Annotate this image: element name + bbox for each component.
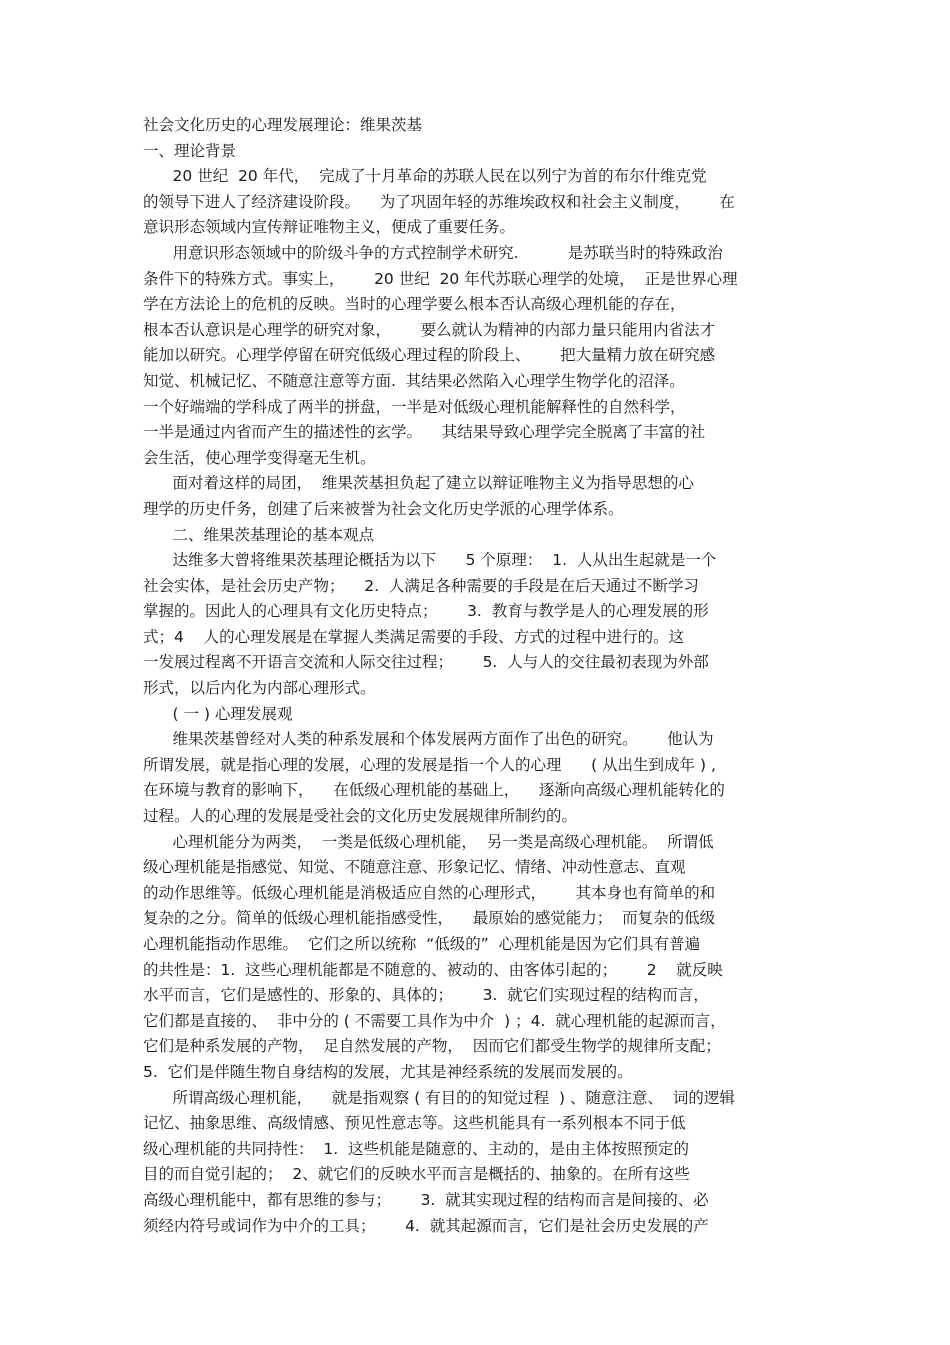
text-line: 形式，以后内化为内部心理形式。 [143, 679, 376, 698]
text-line: 记忆、抽象思维、高级情感、预见性意志等。这些机能具有一系列根本不同于低 [143, 1114, 686, 1133]
text-line: 的共性是：1. 这些心理机能都是不随意的、被动的、由客体引起的； 2 就反映 [143, 960, 723, 979]
text-line: 的领导下进人了经济建设阶段。 为了巩固年轻的苏维埃政权和社会主义制度， 在 [143, 192, 735, 211]
text-line: 级心理机能是指感觉、知觉、不随意注意、形象记忆、情绪、冲动性意志、直观 [143, 858, 686, 877]
text-line: 它们是种系发展的产物， 足自然发展的产物， 因而它们都受生物学的规律所支配； [143, 1037, 721, 1056]
text-line: 心理机能分为两类， 一类是低级心理机能， 另一类是高级心理机能。 所谓低 [143, 832, 714, 851]
text-line: 能加以研究。心理学停留在研究低级心理过程的阶段上、 把大量精力放在研究感 [143, 346, 716, 365]
text-line: 式；4 人的心理发展是在掌握人类满足需要的手段、方式的过程中进行的。这 [143, 627, 685, 646]
text-line: 理学的历史仟务，创建了后来被誉为社会文化历史学派的心理学体系。 [143, 499, 624, 518]
text-line: 根本否认意识是心理学的研究对象， 要么就认为精神的内部力量只能用内省法才 [143, 320, 716, 339]
text-line: 意识形态领域内宣传辩证唯物主义，便成了重要任务。 [143, 218, 516, 237]
text-line: 学在方法论上的危机的反映。当时的心理学要么根本否认高级心理机能的存在， [143, 295, 686, 314]
text-line: 级心理机能的共同持性： 1. 这些机能是随意的、主动的，是由主体按照预定的 [143, 1139, 689, 1158]
text-line: 高级心理机能中，都有思维的参与； 3. 就其实现过程的结构而言是间接的、必 [143, 1190, 709, 1209]
text-line: 心理机能指动作思维。 它们之所以统称 “低级的” 心理机能是因为它们具有普遍 [143, 935, 701, 953]
text-line: 在环境与教育的影响下， 在低级心理机能的基础上， 逐渐向高级心理机能转化的 [143, 781, 725, 800]
text-line: 过程。人的心理的发展是受社会的文化历史发展规律所制约的。 [143, 807, 578, 826]
text-line: 5. 它们是伴随生物自身结构的发展，尤其是神经系统的发展而发展的。 [143, 1062, 633, 1081]
text-line: 二、维果茨基理论的基本观点 [143, 525, 375, 544]
text-line: 条件下的特殊方式。事实上， 20 世纪 20 年代苏联心理学的处境， 正是世界心理 [143, 269, 738, 288]
document-body [143, 113, 807, 1239]
text-line: 用意识形态领域中的阶级斗争的方式控制学术研究. 是苏联当时的特殊政治 [143, 243, 723, 262]
text-line: 复杂的之分。简单的低级心理机能指感受性， 最原始的感觉能力； 而复杂的低级 [143, 909, 716, 928]
text-line: 一、理论背景 [143, 141, 237, 160]
text-line: 的动作思维等。低级心理机能是消极适应自然的心理形式， 其本身也有简单的和 [143, 883, 716, 902]
text-line: ( 一 ) 心理发展观 [143, 704, 293, 723]
document-title: 社会文化历史的心理发展理论：维果茨基 [143, 116, 423, 134]
text-line: 知觉、机械记忆、不随意注意等方面. 其结果必然陷入心理学生物学化的沼泽。 [143, 371, 685, 390]
text-line: 水平而言，它们是感性的、形象的、具体的； 3. 就它们实现过程的结构而言， [143, 986, 709, 1005]
text-line: 社会实体，是社会历史产物； 2. 人满足各种需要的手段是在后天通过不断学习 [143, 576, 699, 595]
text-line: 一半是通过内省而产生的描述性的玄学。 其结果导致心理学完全脱离了丰富的社 [143, 423, 706, 442]
text-line: 所谓发展，就是指心理的发展，心理的发展是指一个人的心理 ( 从出生到成年 ) , [143, 755, 716, 774]
text-line: 须经内符号或词作为中介的工具； 4. 就其起源而言，它们是社会历史发展的产 [143, 1216, 709, 1235]
text-line: 面对着这样的局团， 维果茨基担负起了建立以辩证唯物主义为指导思想的心 [143, 474, 694, 493]
text-line: 目的而自觉引起的； 2、就它们的反映水平而言是概括的、抽象的。在所有这些 [143, 1165, 690, 1184]
text-line: 会生活，使心理学变得毫无生机。 [143, 448, 376, 467]
text-line: 达维多大曾将维果茨基理论概括为以下 5 个原理： 1. 人从出生起就是一个 [143, 551, 717, 570]
text-line: 维果茨基曾经对人类的种系发展和个体发展两方面作了出色的研究。 他认为 [143, 730, 714, 749]
text-line: 所谓高级心理机能， 就是指观察 ( 有目的的知觉过程 ) 、随意注意、 词的逻辑 [143, 1088, 735, 1107]
text-line: 一发展过程离不开语言交流和人际交往过程； 5. 人与人的交往最初表现为外部 [143, 653, 709, 672]
text-line: 20 世纪 20 年代， 完成了十月革命的苏联人民在以列宁为首的布尔什维克党 [143, 167, 707, 186]
text-line: 它们都是直接的、 非中分的 ( 不需要工具作为中介 ) ；4. 就心理机能的起源而言， [143, 1011, 726, 1030]
text-line: 掌握的。因此人的心理具有文化历史特点； 3. 教育与教学是人的心理发展的形 [143, 602, 709, 621]
text-line: 一个好端端的学科成了两半的拼盘，一半是对低级心理机能解释性的自然科学， [143, 397, 686, 416]
